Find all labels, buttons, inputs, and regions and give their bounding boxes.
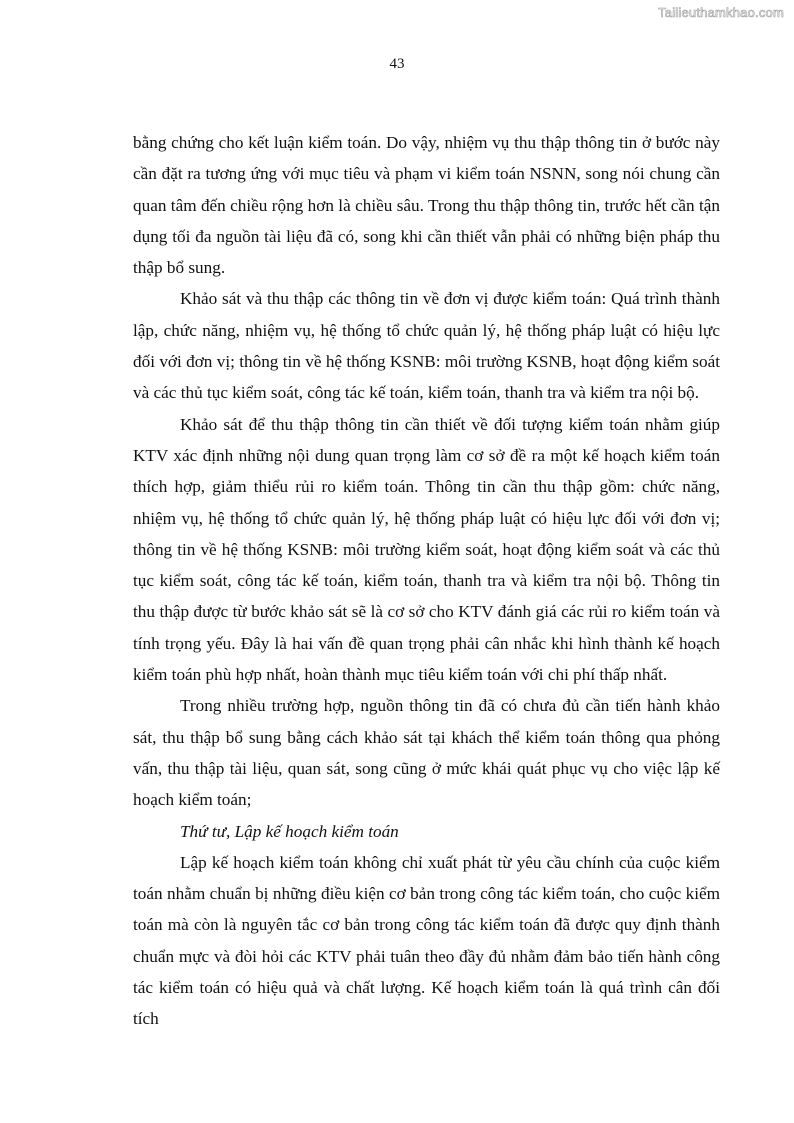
watermark: Tailieuthamkhao.com: [658, 5, 784, 20]
section-heading: Thứ tư, Lập kế hoạch kiểm toán: [180, 821, 399, 841]
paragraph-continuation: bằng chứng cho kết luận kiểm toán. Do vậy, nhiệm vụ thu thập thông tin ở bước này cần đặt ra tương ứng với mục tiêu và phạm vi kiểm toán NSNN, song nói chung cần quan tâm đến chiều rộng hơn là chiều sâu. Trong thu thập thông tin, trước hết cần tận dụng tối đa nguồn tài liệu đã có, song khi cần thiết vẫn phải có những biện pháp thu thập bổ sung.: [133, 133, 720, 278]
paragraph-additional-survey: Trong nhiều trường hợp, nguồn thông tin đã có chưa đủ cần tiến hành khảo sát, thu thập bổ sung bằng cách khảo sát tại khách thể kiểm toán thông qua phỏng vấn, thu thập tài liệu, quan sát, song cũng ở mức khái quát phục vụ cho việc lập kế hoạch kiểm toán;: [133, 696, 720, 810]
paragraph-audit-planning: Lập kế hoạch kiểm toán không chỉ xuất phát từ yêu cầu chính của cuộc kiểm toán nhằm chuẩn bị những điều kiện cơ bản trong công tác kiểm toán, cho cuộc kiểm toán mà còn là nguyên tắc cơ bản trong công tác kiểm toán đã được quy định thành chuẩn mực và đòi hỏi các KTV phải tuân theo đầy đủ nhằm đảm bảo tiến hành công tác kiểm toán có hiệu quả và chất lượng. Kế hoạch kiểm toán là quá trình cân đối tích: [133, 852, 720, 1029]
page-number: 43: [389, 56, 405, 72]
document-body: [133, 127, 720, 1035]
paragraph-survey-unit: Khảo sát và thu thập các thông tin về đơn vị được kiểm toán: Quá trình thành lập, chức năng, nhiệm vụ, hệ thống tổ chức quản lý, hệ thống pháp luật có hiệu lực đối với đơn vị; thông tin về hệ thống KSNB: môi trường KSNB, hoạt động kiểm soát và các thủ tục kiểm soát, công tác kế toán, kiểm toán, thanh tra và kiểm tra nội bộ.: [133, 289, 720, 403]
paragraph-survey-object: Khảo sát để thu thập thông tin cần thiết về đối tượng kiểm toán nhằm giúp KTV xác định những nội dung quan trọng làm cơ sở đề ra một kế hoạch kiểm toán thích hợp, giảm thiểu rủi ro kiểm toán. Thông tin cần thu thập gồm: chức năng, nhiệm vụ, hệ thống tổ chức quản lý, hệ thống pháp luật có hiệu lực đối với đơn vị; thông tin về hệ thống KSNB: môi trường kiểm soát, hoạt động kiểm soát và các thủ tục kiểm soát, công tác kế toán, kiểm toán, thanh tra và kiểm tra nội bộ. Thông tin thu thập được từ bước khảo sát sẽ là cơ sở cho KTV đánh giá các rủi ro kiểm toán và tính trọng yếu. Đây là hai vấn đề quan trọng phải cân nhắc khi hình thành kế hoạch kiểm toán phù hợp nhất, hoàn thành mục tiêu kiểm toán với chi phí thấp nhất.: [133, 414, 720, 685]
